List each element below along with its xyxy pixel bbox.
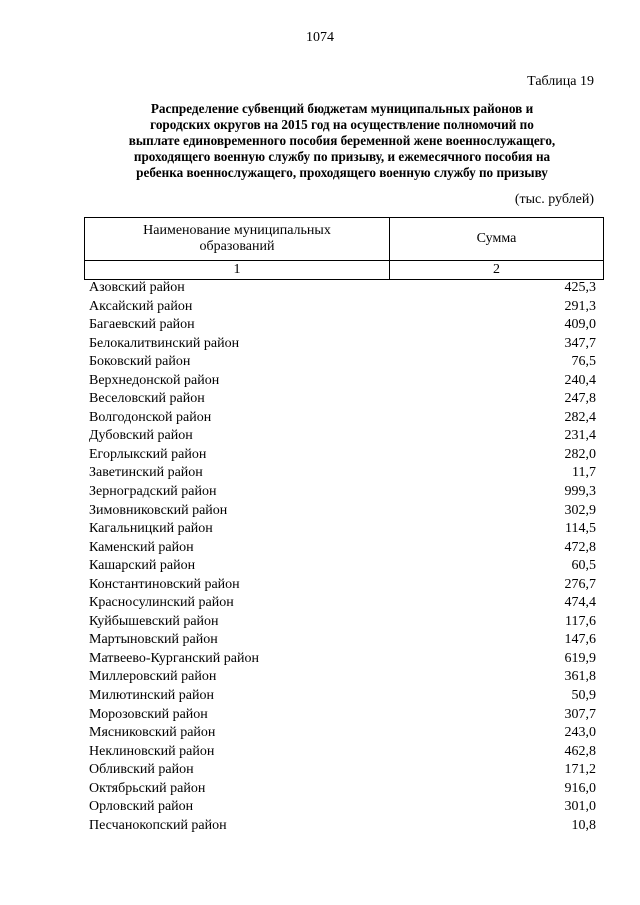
amount-value: 302,9 (564, 502, 596, 518)
table-row (89, 706, 596, 725)
header-name-line: Наименование муниципальных (143, 223, 331, 238)
header-number-row (85, 261, 604, 280)
amount-value: 117,6 (565, 613, 596, 629)
table-header (84, 217, 604, 280)
district-name: Багаевский район (89, 317, 195, 333)
table-row (89, 372, 596, 391)
amount-value: 474,4 (564, 595, 596, 611)
table-row (89, 316, 596, 335)
table-row (89, 631, 596, 650)
title-line: городских округов на 2015 год на осуществление полномочий по (150, 117, 534, 132)
amount-value: 11,7 (572, 465, 596, 481)
district-name: Дубовский район (89, 428, 193, 444)
table-row (89, 761, 596, 780)
amount-value: 619,9 (564, 650, 596, 666)
district-name: Мясниковский район (89, 725, 216, 741)
district-name: Зимовниковский район (89, 502, 228, 518)
amount-value: 291,3 (564, 298, 596, 314)
amount-value: 247,8 (564, 391, 596, 407)
amount-value: 916,0 (564, 780, 596, 796)
amount-value: 409,0 (564, 317, 596, 333)
district-name: Боковский район (89, 354, 191, 370)
district-name: Веселовский район (89, 391, 205, 407)
district-name: Неклиновский район (89, 743, 215, 759)
district-name: Кашарский район (89, 558, 196, 574)
header-name-line: образований (199, 239, 275, 254)
table-row (89, 539, 596, 558)
district-name: Волгодонской район (89, 409, 212, 425)
table-row (89, 650, 596, 669)
table-row (89, 464, 596, 483)
amount-value: 147,6 (564, 632, 596, 648)
table-row (89, 427, 596, 446)
amount-value: 282,0 (564, 446, 596, 462)
header-name-cell (85, 218, 390, 261)
table-row (89, 409, 596, 428)
header-sum-number: 2 (390, 261, 604, 280)
table-row (89, 502, 596, 521)
district-name: Милютинский район (89, 688, 215, 704)
table-row (89, 613, 596, 632)
district-name: Аксайский район (89, 298, 193, 314)
district-name: Куйбышевский район (89, 613, 219, 629)
table-body (89, 279, 596, 835)
amount-value: 60,5 (571, 558, 596, 574)
district-name: Верхнедонской район (89, 372, 220, 388)
amount-value: 361,8 (564, 669, 596, 685)
amount-value: 301,0 (564, 799, 596, 815)
district-name: Заветинский район (89, 465, 203, 481)
amount-value: 276,7 (564, 576, 596, 592)
district-name: Песчанокопский район (89, 817, 227, 833)
district-name: Кагальницкий район (89, 521, 213, 537)
amount-value: 472,8 (564, 539, 596, 555)
header-row (85, 218, 604, 261)
table-row (89, 817, 596, 836)
district-name: Зерноградский район (89, 484, 217, 500)
amount-value: 282,4 (564, 409, 596, 425)
table-row (89, 780, 596, 799)
amount-value: 114,5 (565, 521, 596, 537)
table-row (89, 557, 596, 576)
amount-value: 425,3 (564, 280, 596, 295)
title-line: Распределение субвенций бюджетам муниципальных районов и (150, 101, 534, 116)
district-name: Морозовский район (89, 706, 208, 722)
table-row (89, 687, 596, 706)
amount-value: 462,8 (564, 743, 596, 759)
district-name: Матвеево-Курганский район (89, 650, 259, 666)
district-name: Белокалитвинский район (89, 335, 240, 351)
table-row (89, 335, 596, 354)
district-name: Миллеровский район (89, 669, 217, 685)
amount-value: 240,4 (564, 372, 596, 388)
title-line: ребенка военнослужащего, проходящего военную службу по призыву (136, 165, 548, 180)
units-label: (тыс. рублей) (514, 192, 594, 207)
table-row (89, 298, 596, 317)
district-name: Каменский район (89, 539, 194, 555)
amount-value: 50,9 (571, 688, 596, 704)
amount-value: 231,4 (564, 428, 596, 444)
amount-value: 347,7 (564, 335, 596, 351)
amount-value: 171,2 (564, 762, 596, 778)
district-name: Азовский район (89, 280, 185, 295)
table-row (89, 724, 596, 743)
title-line: проходящего военную службу по призыву, и ежемесячного пособия на (133, 149, 551, 164)
district-name: Октябрьский район (89, 780, 206, 796)
header-name-number: 1 (85, 261, 390, 280)
header-sum-cell: Сумма (390, 218, 604, 261)
table-row (89, 668, 596, 687)
table-row (89, 594, 596, 613)
table-row (89, 483, 596, 502)
table-row (89, 279, 596, 298)
district-name: Егорлыкский район (89, 446, 207, 462)
table-label: Таблица 19 (527, 74, 594, 89)
table-row (89, 520, 596, 539)
title-line: выплате единовременного пособия беременной жене военнослужащего, (128, 133, 556, 148)
district-name: Орловский район (89, 799, 194, 815)
page-number: 1074 (306, 30, 334, 45)
table-row (89, 353, 596, 372)
document-title (84, 101, 600, 181)
district-name: Обливский район (89, 762, 194, 778)
amount-value: 307,7 (564, 706, 596, 722)
amount-value: 999,3 (564, 484, 596, 500)
table-row (89, 798, 596, 817)
district-name: Константиновский район (89, 576, 240, 592)
table-row (89, 576, 596, 595)
table-row (89, 446, 596, 465)
amount-value: 10,8 (571, 817, 596, 833)
district-name: Мартыновский район (89, 632, 218, 648)
table-row (89, 743, 596, 762)
district-name: Красносулинский район (89, 595, 234, 611)
amount-value: 243,0 (564, 725, 596, 741)
table-row (89, 390, 596, 409)
amount-value: 76,5 (571, 354, 596, 370)
